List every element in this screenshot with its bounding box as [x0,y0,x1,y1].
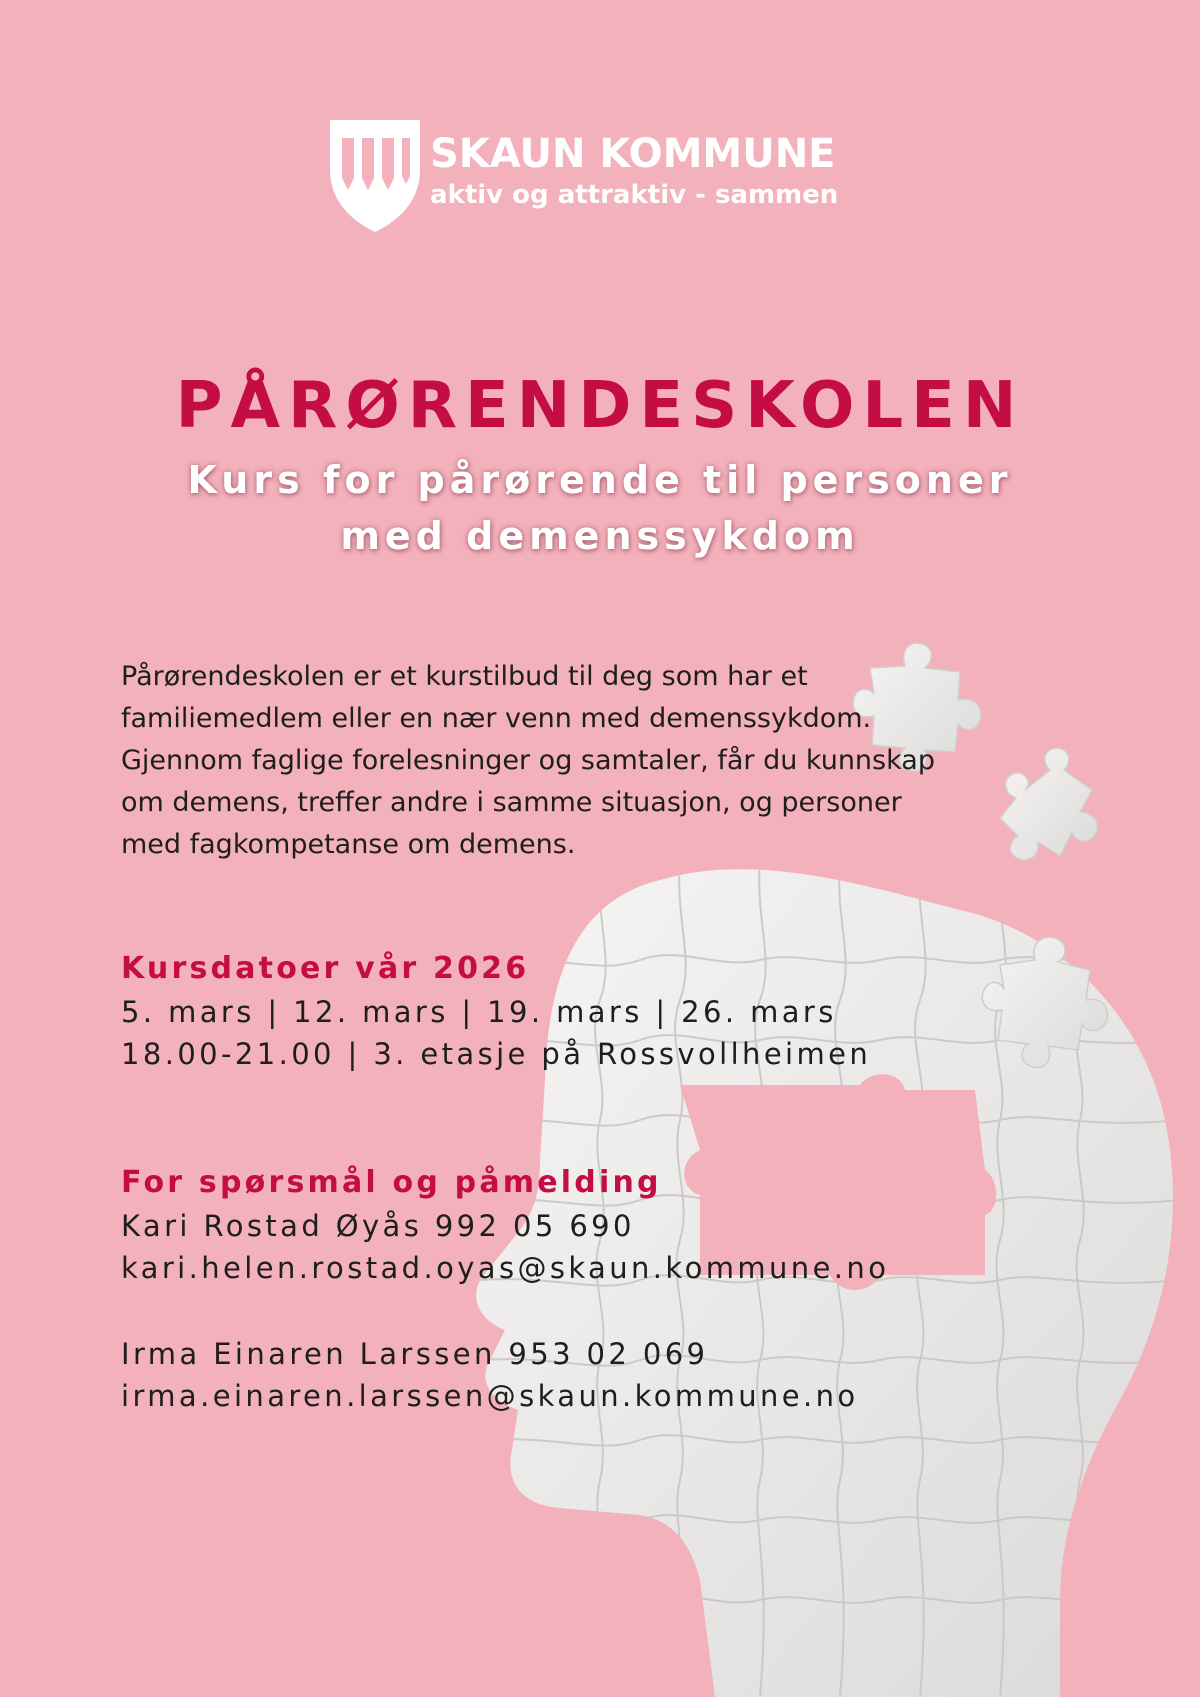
page-subtitle [0,452,1200,564]
subtitle-line-2: med demenssykdom [340,514,860,558]
intro-paragraph [121,656,1061,866]
municipality-slogan: aktiv og attraktiv - sammen [430,180,839,210]
contact-2-name-phone: Irma Einaren Larssen 953 02 069 [121,1337,709,1371]
skaun-coat-of-arms-shield-icon [328,118,422,234]
contact-2-email[interactable]: irma.einaren.larssen@skaun.kommune.no [121,1379,859,1413]
subtitle-line-1: Kurs for pårørende til personer [187,458,1013,502]
intro-line: familiemedlem eller en nær venn med demenssykdom. [121,703,872,734]
municipality-name: SKAUN KOMMUNE [430,131,836,177]
course-time-place: 18.00-21.00 | 3. etasje på Rossvollheimen [121,1037,872,1071]
intro-line: Pårørendeskolen er et kurstilbud til deg som har et [121,661,808,692]
course-dates-heading: Kursdatoer vår 2026 [121,951,530,986]
skaun-kommune-logo [328,118,888,238]
intro-line: med fagkompetanse om demens. [121,829,576,860]
intro-line: Gjennom faglige forelesninger og samtaler, får du kunnskap [121,745,935,776]
contact-1-email[interactable]: kari.helen.rostad.oyas@skaun.kommune.no [121,1251,890,1285]
intro-line: om demens, treffer andre i samme situasjon, og personer [121,787,902,818]
page-title: PÅRØRENDESKOLEN [175,369,1025,443]
contact-1-name-phone: Kari Rostad Øyås 992 05 690 [121,1209,635,1243]
contact-heading: For spørsmål og påmelding [121,1165,662,1200]
course-dates: 5. mars | 12. mars | 19. mars | 26. mars [121,995,837,1029]
